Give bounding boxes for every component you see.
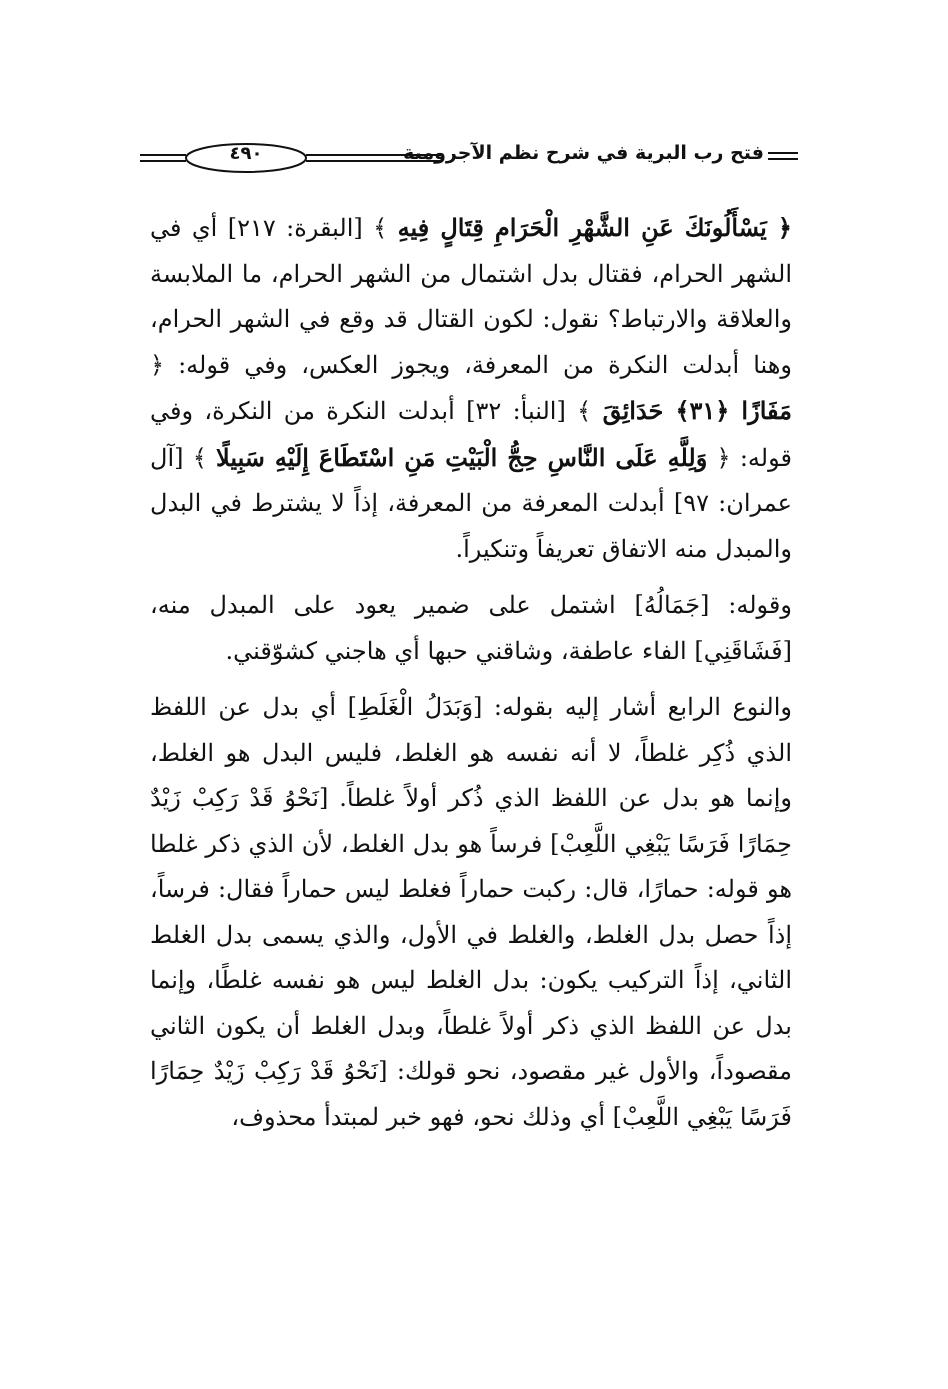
paragraph-2: وقوله: [جَمَالُهُ] اشتمل على ضمير يعود على المبدل منه، [فَشَاقَنِي] الفاء عاطفة، وشاقني حبها أي هاجني كشوّقني. bbox=[150, 591, 792, 665]
book-title: فتح رب البرية في شرح نظم الآجرومية bbox=[403, 142, 764, 164]
right-double-rule bbox=[768, 153, 798, 159]
page-body bbox=[150, 205, 792, 1140]
paragraph-3: والنوع الرابع أشار إليه بقوله: [وَبَدَلُ الْغَلَطِ] أي بدل عن اللفظ الذي ذُكِر غلطاً، لا أنه نفسه هو الغلط، فليس البدل هو الغلط، وإنما هو بدل عن اللفظ الذي ذُكر أولاً غلطاً. [نَحْوُ قَدْ رَكِبْ زَيْدٌ حِمَارًا فَرَسًا يَبْغِي اللَّعِبْ] فرساً هو بدل الغلط، لأن الذي ذكر غلطا هو قوله: حمارًا، قال: ركبت حماراً فغلط ليس حماراً فقال: فرساً، إذاً حصل بدل الغلط، والغلط في الأول، والذي يسمى بدل الغلط الثاني، إذاً التركيب يكون: بدل الغلط ليس هو نفسه غلطًا، وإنما بدل عن اللفظ الذي ذكر أولاً غلطاً، وبدل الغلط أن يكون الثاني مقصوداً، والأول غير مقصود، نحو قولك: [نَحْوُ قَدْ رَكِبْ زَيْدٌ حِمَارًا فَرَسًا يَبْغِي اللَّعِبْ] أي وذلك نحو، فهو خبر لمبتدأ محذوف، bbox=[150, 693, 792, 1131]
page-header bbox=[140, 138, 798, 178]
text-segment: ﴾ [النبأ: ٣٢] أبدلت النكرة من النكرة، وفي قوله: ﴿ bbox=[150, 397, 792, 472]
quran-verse: يَسْأَلُونَكَ عَنِ الشَّهْرِ الْحَرَامِ قِتَالٍ فِيهِ bbox=[397, 213, 767, 242]
text-segment: ﴿ bbox=[766, 213, 792, 242]
text-segment: ﴾ [البقرة: ٢١٧] أي في الشهر الحرام، فقتال بدل اشتمال من الشهر الحرام، ما الملابسة والعلاقة والارتباط؟ نقول: لكون القتال قد وقع في الشهر الحرام، وهنا أبدلت النكرة من المعرفة، ويجوز العكس، وفي قوله: ﴿ bbox=[150, 214, 792, 379]
left-double-rule bbox=[140, 155, 186, 161]
quran-verse: مَفَازًا ﴿٣١﴾ حَدَائِقَ bbox=[602, 396, 792, 425]
text-segment: ﴾ [آل عمران: ٩٧] أبدلت المعرفة من المعرفة، إذاً لا يشترط في البدل والمبدل منه الاتفاق تعريفاً وتنكيراً. bbox=[150, 443, 792, 563]
page-number: ٤٩٠ bbox=[229, 143, 263, 164]
paragraph-1 bbox=[150, 205, 792, 572]
quran-verse: وَلِلَّهِ عَلَى النَّاسِ حِجُّ الْبَيْتِ مَنِ اسْتَطَاعَ إِلَيْهِ سَبِيلًا bbox=[216, 442, 708, 472]
